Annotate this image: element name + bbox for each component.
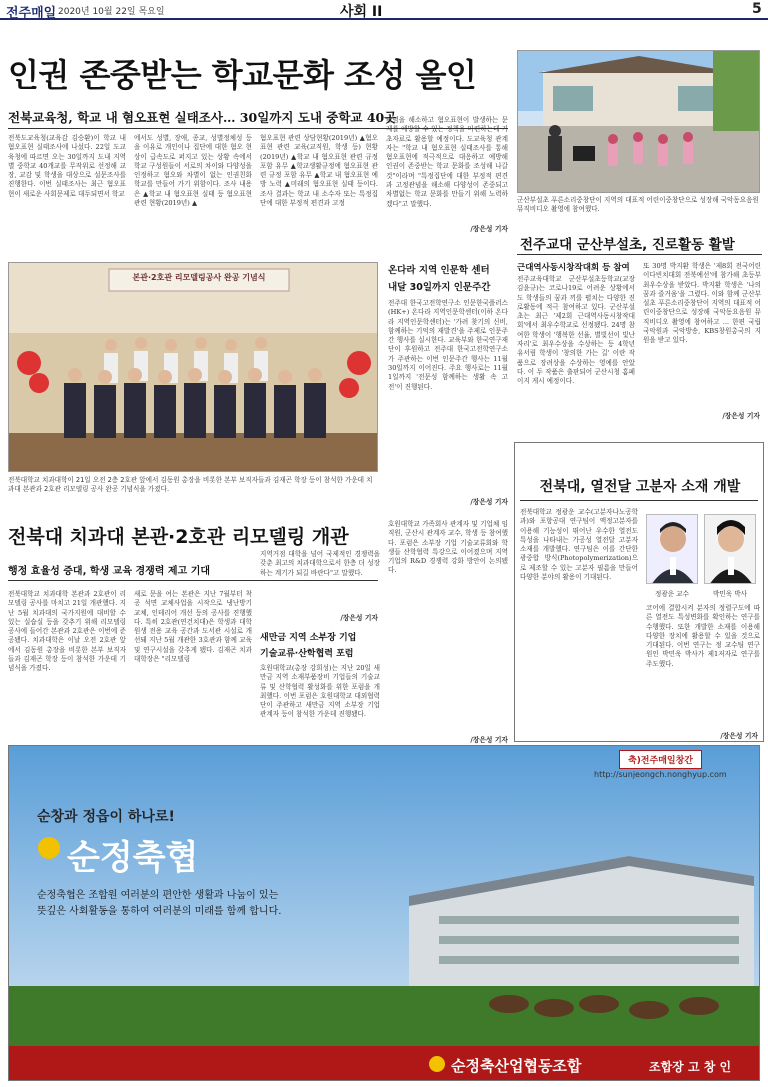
- humanities-title-1: 온다라 지역 인문학 센터: [388, 265, 490, 276]
- ceremony-banner: 본관·2호관 리모델링공사 완공 기념식: [132, 273, 266, 282]
- advertisement[interactable]: [8, 745, 760, 1081]
- dance-photo-caption: 군산부설초 푸른소리중창단이 지역의 대표적 어린이중창단으로 성장해 국악동요음원 뮤직비디오 촬영에 참여했다.: [517, 196, 759, 214]
- lead-col-3: 혐오표현 관련 상담현황(2019년) ▲혐오표현 관련 교육(교직원, 학생 등) 현황(2019년) ▲학교 내 혐오표현 관련 규정 포함 유무 ▲학교생활규정에 혐오표현 관련 규정 포함 유무 ▲학교 내 혐오표현 예방 노력 ▲미래의 혐오표현 실태 등이다. 조사 결과는 학교 내 소수자 또는 특정집단에 대한 부정적 편견과 고정: [260, 134, 378, 208]
- lead-col-2: 에서도 성별, 장애, 종교, 성별정체성 등을 이유로 개인이나 집단에 대한 혐오 현상이 급속도로 퍼지고 있는 상황 속에서 학교 구성원들이 서로의 차이와 다양성을 인정하고 혐오와 차별이 없는 인권친화 학교를 만들어 가기 위함이다. 조사 내용은 ▲학교 내 혐오표현 실태 등 혐오표현 관련 현황(2019년) ▲: [134, 134, 252, 208]
- issue-date: 2020년 10월 22일 목요일: [58, 7, 165, 17]
- ad-brand: 순정축협: [67, 838, 199, 878]
- forum-title-1: 새만금 지역 소부장 기업: [260, 633, 357, 643]
- dental-headline: 전북대 치과대 본관·2호관 리모델링 개관: [8, 526, 349, 548]
- jeonbuk-body: 전북대학교 정광운 교수(고분자나노공학과)와 포항공대 연구팀이 액정고분자를 이용해 기능성이 뛰어난 우수한 열전도 특성을 나타내는 가공성 열전달 고분자 소재를 개발했다. 연구팀은 이를 간단한 광중합 방식(Photopolymerization)으로 제조할 수 있는 고분자 필름을 만들어 다양한 분야의 활용이 기대된다.: [520, 508, 638, 582]
- ad-slogan: 순창과 정읍이 하나로!: [37, 809, 175, 825]
- divider: [517, 254, 762, 255]
- forum-body-2: 호원대학교 가족회사 관계자 및 기업체 임직원, 군산시 관계자 교수, 학생 등 참여했다. 포럼은 소부장 기업 기술교류회와 학생들 산학협력 특강으로 이어졌으며 지역 기업의 R&D 경쟁력 강화 방안이 논의됐다.: [388, 520, 508, 575]
- ceremony-photo: [8, 262, 378, 472]
- dance-photo: [517, 50, 760, 193]
- masthead: 전주매일: [6, 6, 57, 21]
- forum-title-2: 기술교류·산학협력 포럼: [260, 649, 354, 659]
- humanities-body: 전주대 한국고전학연구소 인문한국플러스(HK+) 온다라 지역인문학센터(이하 온다라 지역인문학센터)는 '가려 찾기의 신비, 함께하는 기억의 재발견'을 주제로 인문주간 행사를 실시한다. 교육부와 한국연구재단이 후원하고 전주대 한국고전학연구소가 주관하는 이번 인문주간 행사는 11월 30일까지 이어진다. 주요 행사로는 11월 1일까지 '전문성 함께하는 생활 속 고전'이 진행된다.: [388, 299, 508, 391]
- lead-headline: 인권 존중받는 학교문화 조성 올인: [8, 56, 477, 94]
- gunsan-col-1: 전주교육대학교 군산부설초등학교(교장 김윤규)는 코로나19로 어려운 상황에서도 학생들의 꿈과 끼를 펼치는 다양한 진로활동에 적극 참여하고 있다. 군산부설초는 최근 '제2회 근대역사동시창작대회'에서 최우수학교로 선정됐다. 24명 참여한 학생이 '행복한 선율, 별빛선이 빛난 자리'로 최우수상을 수상하는 등 4학년 유서림 학생이 '창의한 가는 길' 이란 작품으로 장려상을 수상하는 영예를 안았다. 이 두 작품은 출판되어 군산시청 홈페이지 게시 예정이다.: [517, 275, 635, 386]
- gunsan-title: 근대역사동시창작대회 등 참여: [517, 263, 630, 273]
- gunsan-col-2: 또 30명 박지환 학생은 '제8회 전국어린이다빈치대회 전북예선'에 참가해 초등부 최우수상을 받았다. 박지환 학생은 '나의 꿈과 즐거움'을 그렸다. 이와 함께 군산부설초 푸른소리중창단이 지역의 대표적 어린이중창단으로 성장해 국악동요음원 뮤직비디오 촬영에 참여하고 ... 한편 국립국악원과 국악방송, KBS창원총국의 지원을 받고 있다.: [643, 262, 761, 345]
- lead-col-1: 전북도교육청(교육감 김승환)이 학교 내 혐오표현 실태조사에 나섰다. 22일 도교육청에 따르면 오는 30일까지 도내 지역별 중학교 40개교를 무작위로 선정해 교장, 교감 및 학생을 대상으로 설문조사를 진행한다. 이번 실태조사는 최근 혐오표현이 새로운 사회문제로 대두되면서 학교: [8, 134, 126, 198]
- forum-byline: /장은성 기자: [470, 736, 508, 744]
- humanities-title-2: 내달 30일까지 인문주간: [388, 282, 491, 293]
- portrait-2-caption: 박민욱 박사: [713, 590, 747, 598]
- dental-subhead: 행정 효율성 증대, 학생 교육 경쟁력 제고 기대: [8, 566, 211, 577]
- dental-col-3: 지역거점 대학을 넘어 국제적인 경쟁력을 갖춘 최고의 치과대학으로서 한층 더 성장하는 계기가 되길 바란다"고 말했다.: [260, 550, 380, 577]
- forum-body: 호원대학교(총장 강희성)는 지난 20일 새만금 지역 소재부품장비 기업들의 기술교류 및 산학협력 활성화를 위한 포럼을 개최했다. 이번 포럼은 호원대학교 대외협력단이 주관하고 새만금 지역 소부장 기업 관계자 등이 참석한 가운데 진행됐다.: [260, 664, 380, 719]
- jeonbuk-byline: /장은성 기자: [720, 732, 758, 740]
- jeonbuk-headline: 전북대, 열전달 고분자 소재 개발: [539, 479, 741, 495]
- page-number: 5: [752, 1, 762, 17]
- lead-col-4: 관념을 해소하고 혐오표현이 발생하는 문제를 예방할 수 있는 정책을 마련하는데 기초자료로 활용할 예정이다. 도교육청 관계자는 "학교 내 혐오표현 실태조사를 통해 혐오표현에 적극적으로 대응하고 예방해 인권이 존중받는 학교 문화를 조성해 나갈 것"이라며 "특정집단에 대한 부정적 편견과 고정관념을 해소해 다양성이 존중되고 차별없는 학교 문화를 만들기 위해 노력하겠다"고 말했다.: [386, 116, 508, 208]
- humanities-byline: /장은성 기자: [470, 498, 508, 506]
- dental-col-2: 새로 문을 여는 본관은 지난 7월부터 착공 석면 교체사업을 시작으로 냉난방기 교체, 인테리어 개선 등의 공사를 진행했다. 특히 2호관(연건치대)은 학생과 대학원생 전용 교육 공간과 도서관 시설로 개선돼 지난 5월 개관한 3호관과 함께 교육 및 연구시설을 갖추게 됐다. 김재곤 치과대학장은 "리모델링: [134, 590, 252, 664]
- ad-copy-1: 순정축협은 조합원 여러분의 편안한 생활과 나눔이 있는: [37, 890, 279, 901]
- lead-byline: /장은성 기자: [470, 225, 508, 233]
- jeonbuk-body-2: 코어에 결합시켜 분자의 정렬구도에 따른 열전도 특성변화를 확인하는 연구를 수행했다. 또한 개발한 소재를 이용해 다양한 장치에 활용할 수 있을 것으로 기대된다. 이번 연구는 정 교수팀 연구원인 박민욱 박사가 제1저자로 연구를 주도했다.: [646, 604, 760, 668]
- gunsan-headline: 전주교대 군산부설초, 진로활동 활발: [520, 237, 735, 253]
- divider: [520, 500, 758, 501]
- dental-byline: /장은성 기자: [340, 614, 378, 622]
- gunsan-byline: /장은성 기자: [722, 412, 760, 420]
- portrait-2: [704, 514, 756, 584]
- dental-col-1: 전북대학교 치과대학 본관과 2호관이 리모델링 공사를 마치고 21일 개관했다. 지난 5월 치과대의 국가지원에 대비할 수 있는 실습실 등을 갖추기 위해 리모델링 공사에 들어간 본관과 2호관은 이번에 준공됐다. 치과대학은 이날 오전 2호관 앞에서 김동원 총장을 비롯한 본부 보직자들과 김재곤 학장 등이 참석한 가운데 기념식을 가졌다.: [8, 590, 126, 673]
- ad-copy-2: 뜻깊은 사회활동을 통하여 여러분의 미래를 함께 합니다.: [37, 906, 282, 917]
- portrait-1: [646, 514, 698, 584]
- ceremony-caption: 전북대학교 치과대학이 21일 오전 2층 2호관 앞에서 김동원 총장을 비롯한 본부 보직자들과 김재곤 학장 등이 참석한 가운데 치과대 본관과 2호관 리모델링 공사 완공 기념식을 가졌다.: [8, 476, 373, 494]
- ad-tag: 축)전주매일창간: [619, 750, 702, 769]
- section-title: 사회 II: [340, 4, 383, 20]
- ad-chief: 조합장 고 창 인: [649, 1060, 732, 1074]
- ad-url[interactable]: http://sunjeongch.nonghyup.com: [594, 770, 727, 779]
- ad-footer: 순정축산업협동조합: [451, 1057, 582, 1075]
- lead-subhead: 전북교육청, 학교 내 혐오표현 실태조사… 30일까지 도내 중학교 40곳: [8, 110, 397, 125]
- portrait-1-caption: 정광운 교수: [655, 590, 689, 598]
